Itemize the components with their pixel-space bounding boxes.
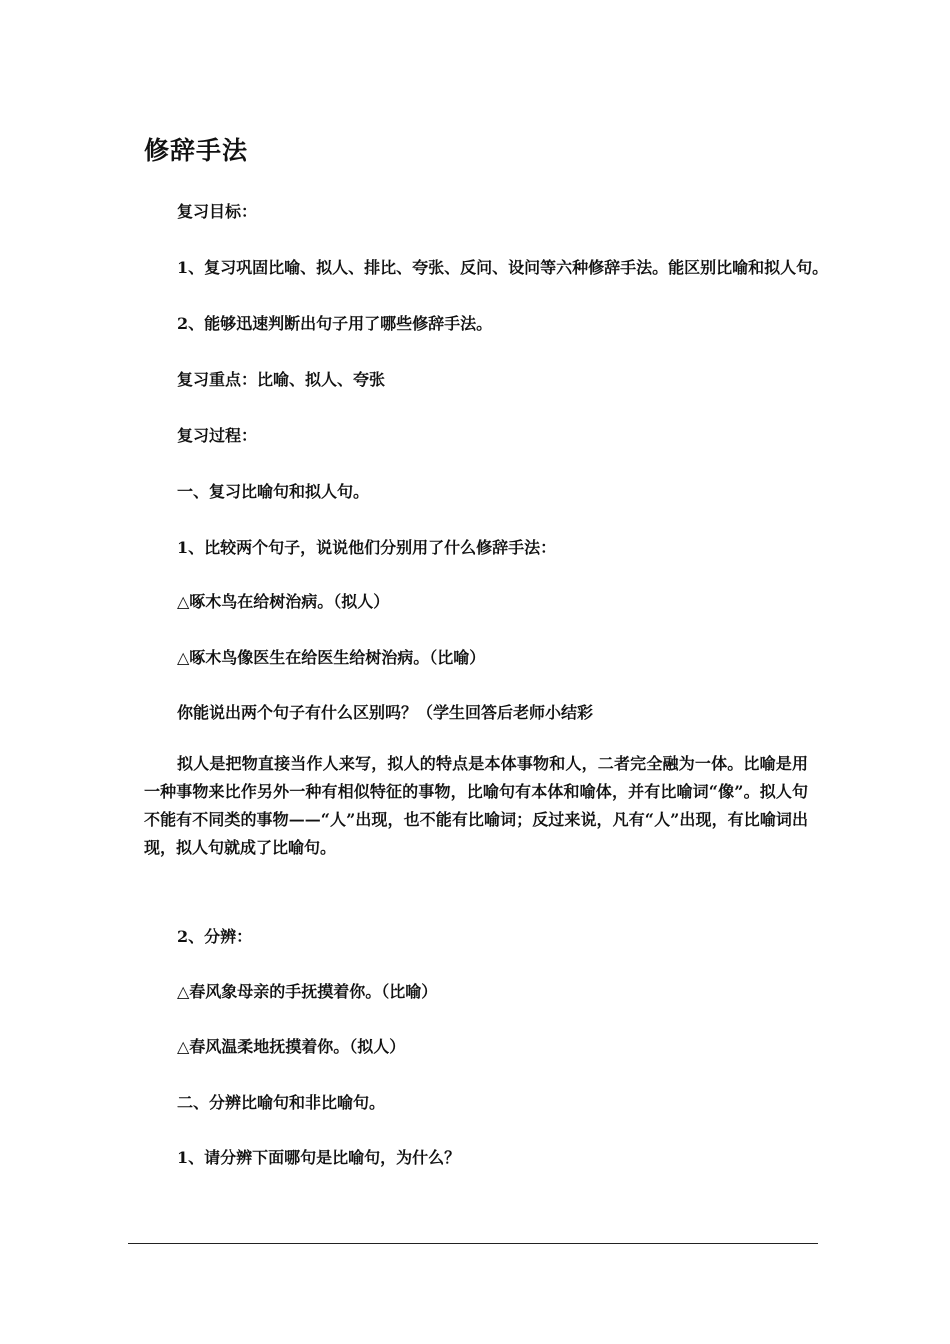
example-sentence-4: △春风温柔地抚摸着你。（拟人） — [177, 1037, 406, 1056]
section-1-heading: 一、复习比喻句和拟人句。 — [177, 482, 370, 501]
review-focus: 复习重点：比喻、拟人、夸张 — [177, 370, 386, 389]
example-sentence-3: △春风象母亲的手抚摸着你。（比喻） — [177, 982, 438, 1001]
example-sentence-1: △啄木鸟在给树治病。（拟人） — [177, 592, 390, 611]
section-2-heading: 二、分辨比喻句和非比喻句。 — [177, 1093, 386, 1112]
difference-question: 你能说出两个句子有什么区别吗？（学生回答后老师小结彩 — [177, 703, 594, 722]
goal-item-2: 2、能够迅速判断出句子用了哪些修辞手法。 — [177, 314, 493, 333]
example-sentence-2: △啄木鸟像医生在给医生给树治病。（比喻） — [177, 648, 486, 667]
exercise-1-prompt: 1、比较两个句子，说说他们分别用了什么修辞手法： — [177, 538, 557, 557]
review-goals-heading: 复习目标： — [177, 202, 258, 221]
review-process-heading: 复习过程： — [177, 426, 258, 445]
summary-paragraph: 拟人是把物直接当作人来写，拟人的特点是本体事物和人，二者完全融为一体。比喻是用一种事物来比作另外一种有相似特征的事物，比喻句有本体和喻体，并有比喻词“像”。拟人句不能有不同类的事物——“人”出现，也不能有比喻词；反过来说，凡有“人”出现，有比喻词出现，拟人句就成了比喻句。 — [144, 754, 808, 857]
section-2-question: 1、请分辨下面哪句是比喻句，为什么？ — [177, 1148, 461, 1167]
exercise-2-heading: 2、分辨： — [177, 927, 253, 946]
footer-divider — [128, 1243, 818, 1244]
goal-item-1: 1、复习巩固比喻、拟人、排比、夸张、反问、设问等六种修辞手法。能区别比喻和拟人句。 — [177, 258, 829, 277]
document-title: 修辞手法 — [144, 136, 249, 165]
